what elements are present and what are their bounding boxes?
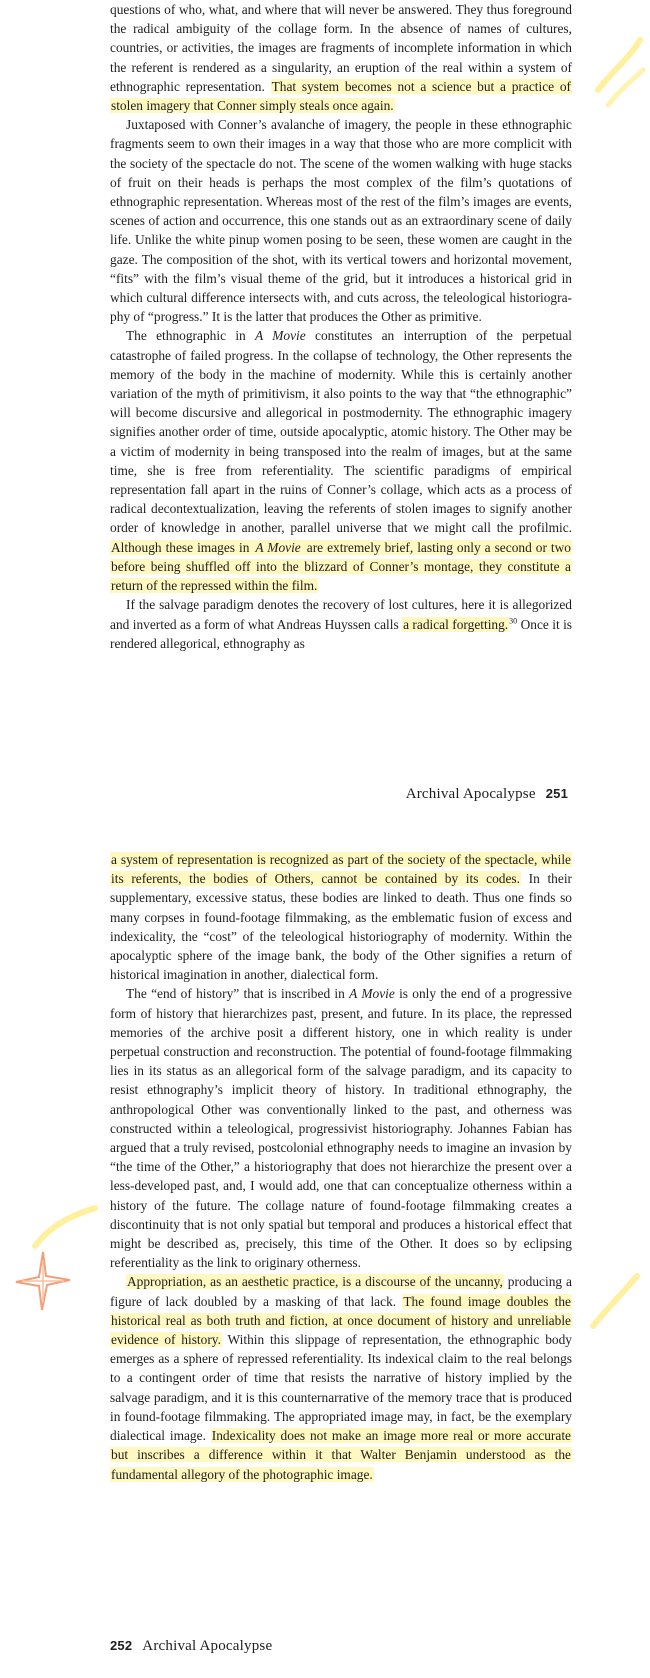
paragraph bbox=[110, 1272, 572, 1483]
text-run: is only the end of a progressive form of history that hierarchizes past, present, and future. In its place, the repressed memories of the archive posit a different history, one in which reality is under perpetual construction and reconstruction. The potential of found-footage filmmaking lies in its status as an allegorical form of the salvage paradigm, and its capacity to resist ethnography’s implicit theory of history. In traditional ethnography, the anthropological Other was conventionally linked to the past, and otherness was constructed within a teleological, progressivist historiography. Johannes Fabian has argued that a truly revised, postcolonial ethnography needs to imagine an invasion by “the time of the Other,” a historiography that does not hierarchize the present over a less-developed past, and, I would add, one that can conceptualize otherness within a history of the future. The collage nature of found-footage filmmaking creates a discontinuity that is not only spatial but temporal and produces a historical effect that might be described as, precisely, this time of the Other. It does so by eclipsing referentiality as the link to originary otherness. bbox=[110, 986, 572, 1271]
highlighted-text: Appropriation, as an aesthetic practice, is a discourse of the uncanny, bbox=[127, 1274, 503, 1290]
paragraph bbox=[110, 115, 572, 326]
highlighted-text: are extremely brief, lasting only a second or two before being shuffled off into the blizzard of Conner’s montage, they constitute a return of the repressed within the film. bbox=[111, 539, 571, 594]
title-italic: A Movie bbox=[255, 539, 301, 555]
yellow-marker-doodle-left bbox=[30, 1196, 100, 1256]
page-251 bbox=[0, 0, 650, 820]
page-252 bbox=[0, 836, 650, 1678]
page-number: 252 bbox=[110, 1638, 133, 1653]
text-run: constitutes an interruption of the perpetual catastrophe of failed progress. In the collapse of technology, the Other represents the memory of the body in the machine of modernity. While this is certainly another variation of the myth of primitivism, it also points to the way that “the ethnographic” will become discursive and allegorical in postmodernity. The ethnographic imagery signifies another order of time, outside apocalyptic, atomic history. The Other may be a victim of modernity in being transposed into the realm of images, but at the same time, she is free from referentiality. The scientific paradigms of empirical representation fall apart in the ruins of Conner’s collage, which acts as a process of radical decontextualization, leaving the referents of stolen images to signify another order of knowledge in another, parallel universe that we might call the profilmic. bbox=[110, 328, 572, 536]
title-italic: A Movie bbox=[349, 986, 395, 1002]
text-run: In their supplementary, excessive status, these bodies are linked to death. Thus one finds so many corpses in found-footage filmmaking, as the emblematic fusion of excess and indexicality, the “cost” of the teleological historiography of modernity. Within the apocalyptic sphere of the image bank, the body of the Other signifies a return of historical imagination in another, dialectical form. bbox=[110, 871, 572, 983]
text-run: If the salvage paradigm denotes the recovery of lost cultures, here it is allegorized and inverted as a form of what Andreas Huyssen calls bbox=[110, 597, 572, 632]
footnote-ref: 30 bbox=[509, 616, 518, 626]
text-run: producing a figure of lack doubled by a masking of that lack. bbox=[110, 1274, 572, 1309]
yellow-marker-doodle-right bbox=[588, 30, 648, 120]
page-252-footer bbox=[110, 1638, 272, 1655]
paragraph bbox=[110, 0, 572, 115]
page-number: 251 bbox=[545, 786, 568, 801]
highlighted-text: Although these images in bbox=[111, 539, 254, 555]
highlighted-text: a system of representation is recognized as part of the society of the spectacle, while its referents, the bodies of Others, cannot be contained by its codes. bbox=[111, 852, 571, 887]
page-252-body bbox=[110, 850, 572, 1484]
text-run: questions of who, what, and where that will never be answered. They thus foreground the radical ambiguity of the collage form. In the absence of names of cultures, countries, or activities, the images are fragments of incomplete information in which the referent is rendered as a singularity, an eruption of the real within a system of ethnographic representation. bbox=[110, 2, 572, 94]
running-head: Archival Apocalypse bbox=[142, 1638, 273, 1654]
highlighted-text: The found image doubles the historical real as both truth and fiction, at once document of history and unreliable evidence of history. bbox=[111, 1293, 571, 1348]
paragraph bbox=[110, 326, 572, 595]
running-head: Archival Apocalypse bbox=[405, 786, 536, 802]
title-italic: A Movie bbox=[255, 328, 306, 344]
page-251-body bbox=[110, 0, 572, 653]
orange-star-doodle bbox=[8, 1246, 78, 1316]
paragraph bbox=[110, 595, 572, 653]
text-run: Once it is rendered allegorical, ethnography as bbox=[110, 616, 572, 651]
text-run: Within this slippage of representation, the ethnographic body emerges as a sphere of repressed referentiality. Its indexical claim to the real belongs to a contingent order of time that resists the narrative of history implied by the salvage paradigm, and it is this counternarrative of the memory trace that is produced in found-footage filmmaking. The appropriated image may, in fact, be the exemplary dialectical image. bbox=[110, 1332, 573, 1444]
text-run: The ethnographic in bbox=[126, 328, 256, 344]
highlighted-text: Indexicality does not make an image more real or more accurate but inscribes a difference within it that Walter Benjamin understood as the fundamental allegory of the photographic image. bbox=[111, 1428, 571, 1482]
highlighted-text: That system becomes not a science but a practice of stolen imagery that Conner simply steals once again. bbox=[111, 78, 571, 114]
paragraph bbox=[110, 850, 572, 984]
page-251-footer bbox=[406, 786, 568, 803]
text-run: The “end of history” that is inscribed in bbox=[126, 986, 350, 1002]
paragraph bbox=[110, 984, 572, 1272]
highlighted-text: a radical forgetting. bbox=[403, 616, 509, 632]
yellow-marker-doodle-right-2 bbox=[585, 1256, 645, 1336]
text-run: Juxtaposed with Conner’s avalanche of imagery, the people in these ethnographic fragments seem to own their images in a way that those who are more complicit with the society of the spectacle do not. The scene of the women walking with huge stacks of fruit on their heads is perhaps the most complex of the film’s quotations of ethnographic representation. Whereas most of the rest of the film’s images are events, scenes of action and occurrence, this one stands out as an extraordinary scene of daily life. Unlike the white pinup women posing to be seen, these women are caught in the gaze. The composition of the shot, with its vertical towers and horizontal movement, “fits” with the film’s visual theme of the grid, but it introduces a historical grid in which cultural difference intersects with, and cuts across, the teleological historiography of “progress.” It is the latter that produces the Other as primitive. bbox=[110, 117, 572, 325]
